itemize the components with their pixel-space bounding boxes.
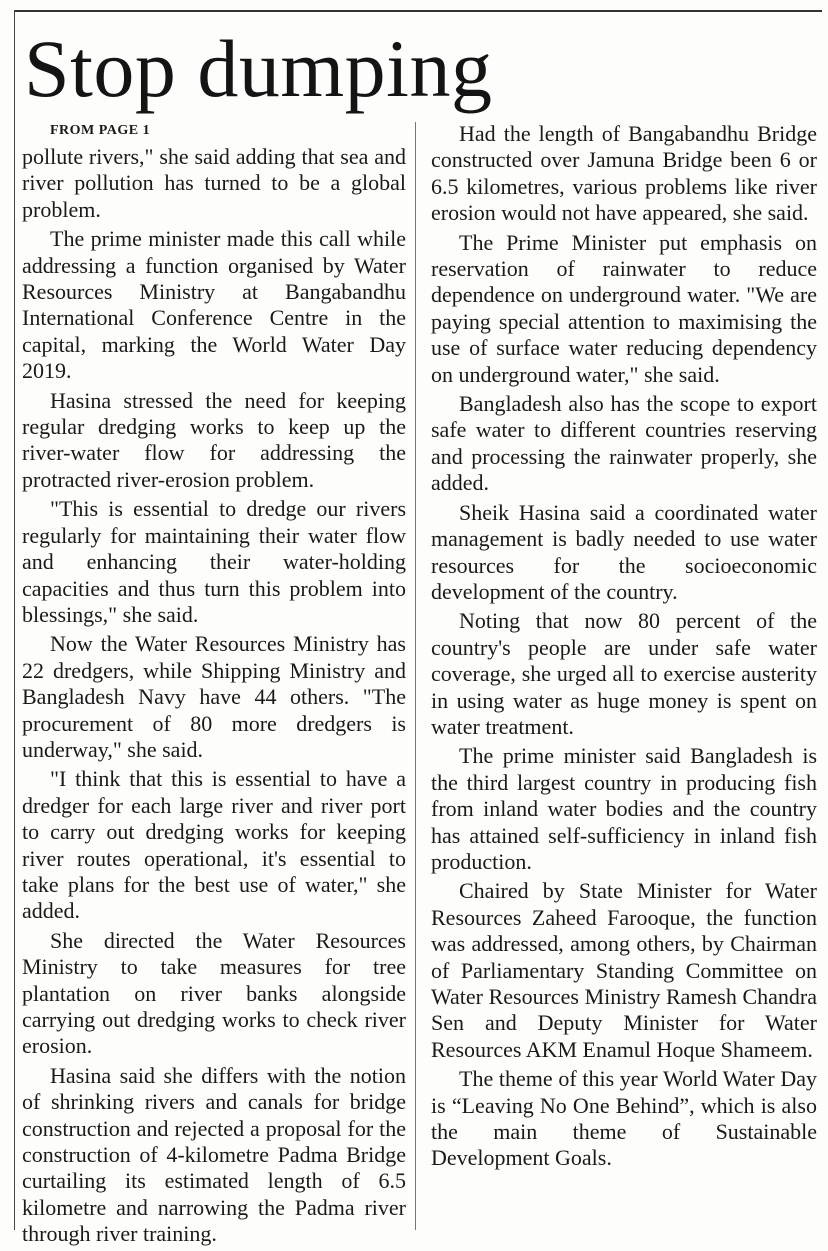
paragraph: The prime minister made this call while addressing a function organised by Water Resources Ministry at Bangabandhu International Conference Centre in the capital, marking the World Water Day 2019.: [22, 226, 406, 384]
column-divider: [415, 122, 416, 1230]
paragraph: "This is essential to dredge our rivers regularly for maintaining their water flow and enhancing their water-holding capacities and thus turn this problem into blessings," she said.: [22, 496, 406, 627]
paragraph: Chaired by State Minister for Water Resources Zaheed Farooque, the function was addressed, among others, by Chairman of Parliamentary Standing Committee on Water Resources Ministry Ramesh Chandra Sen and Deputy Minister for Water Resources AKM Enamul Hoque Shameem.: [431, 878, 817, 1062]
paragraph: Had the length of Bangabandhu Bridge constructed over Jamuna Bridge been 6 or 6.5 kilometres, various problems like river erosion would not have appeared, she said.: [431, 121, 817, 226]
paragraph: Bangladesh also has the scope to export safe water to different countries reserving and processing the rainwater properly, she added.: [431, 391, 817, 496]
article-column-left: [22, 121, 406, 1251]
left-rule: [14, 10, 15, 1230]
paragraph: pollute rivers," she said adding that sea and river pollution has turned to be a global problem.: [22, 144, 406, 222]
paragraph: Hasina stressed the need for keeping regular dredging works to keep up the river-water flow for addressing the protracted river-erosion problem.: [22, 387, 406, 492]
paragraph: Noting that now 80 percent of the country's people are under safe water coverage, she urged all to exercise austerity in using water as huge money is spent on water treatment.: [431, 608, 817, 739]
article-column-right: [431, 121, 817, 1175]
top-rule: [14, 10, 822, 12]
paragraph: Hasina said she differs with the notion of shrinking rivers and canals for bridge construction and rejected a proposal for the construction of 4-kilometre Padma Bridge curtailing its estimated length of 6.5 kilometre and narrowing the Padma river through river training.: [22, 1062, 406, 1247]
continuation-label: FROM PAGE 1: [50, 123, 151, 138]
paragraph: The theme of this year World Water Day is “Leaving No One Behind”, which is also the main theme of Sustainable Development Goals.: [431, 1066, 817, 1171]
paragraph: Now the Water Resources Ministry has 22 dredgers, while Shipping Ministry and Bangladesh Navy have 44 others. "The procurement of 80 more dredgers is underway," she said.: [22, 631, 406, 762]
paragraph: She directed the Water Resources Ministry to take measures for tree plantation on river banks alongside carrying out dredging works to check river erosion.: [22, 927, 406, 1059]
paragraph: Sheik Hasina said a coordinated water management is badly needed to use water resources for the socioeconomic development of the country.: [431, 499, 817, 604]
paragraph: The prime minister said Bangladesh is the third largest country in producing fish from inland water bodies and the country has attained self-sufficiency in inland fish production.: [431, 743, 817, 874]
headline: Stop dumping: [24, 23, 493, 114]
paragraph: The Prime Minister put emphasis on reservation of rainwater to reduce dependence on underground water. "We are paying special attention to maximising the use of surface water reducing dependency on underground water," she said.: [431, 229, 817, 387]
paragraph: "I think that this is essential to have a dredger for each large river and river port to carry out dredging works for keeping river routes operational, it's essential to take plans for the best use of water," she added.: [22, 766, 406, 924]
